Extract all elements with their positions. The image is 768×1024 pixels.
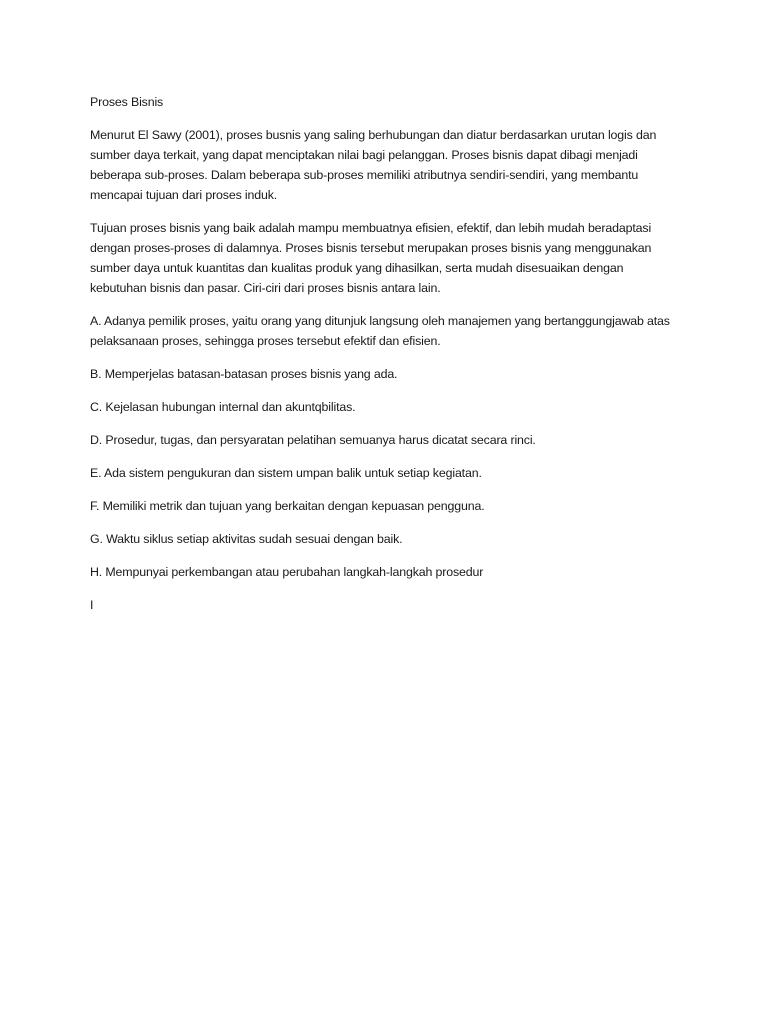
document-body — [90, 92, 680, 615]
paragraph-tujuan: Tujuan proses bisnis yang baik adalah mampu membuatnya efisien, efektif, dan lebih mudah beradaptasi dengan proses-proses di dalamnya. Proses bisnis tersebut merupakan proses bisnis yang menggunakan sumber daya untuk kuantitas dan kualitas produk yang dihasilkan, serta mudah disesuaikan dengan kebutuhan bisnis dan pasar. Ciri-ciri dari proses bisnis antara lain. — [90, 221, 652, 295]
list-item-f: F. Memiliki metrik dan tujuan yang berkaitan dengan kepuasan pengguna. — [90, 499, 485, 513]
list-item-e: E. Ada sistem pengukuran dan sistem umpan balik untuk setiap kegiatan. — [90, 466, 482, 480]
document-title: Proses Bisnis — [90, 95, 164, 109]
list-item-c: C. Kejelasan hubungan internal dan akuntqbilitas. — [90, 400, 356, 414]
list-item-a: A. Adanya pemilik proses, yaitu orang yang ditunjuk langsung oleh manajemen yang bertanggungjawab atas pelaksanaan proses, sehingga proses tersebut efektif dan efisien. — [90, 314, 670, 348]
trailing-text: I — [90, 598, 94, 612]
paragraph-el-sawy: Menurut El Sawy (2001), proses busnis yang saling berhubungan dan diatur berdasarkan urutan logis dan sumber daya terkait, yang dapat menciptakan nilai bagi pelanggan. Proses bisnis dapat dibagi menjadi beberapa sub-proses. Dalam beberapa sub-proses memiliki atributnya sendiri-sendiri, yang membantu mencapai tujuan dari proses induk. — [90, 128, 657, 202]
list-item-g: G. Waktu siklus setiap aktivitas sudah sesuai dengan baik. — [90, 532, 403, 546]
list-item-b: B. Memperjelas batasan-batasan proses bisnis yang ada. — [90, 367, 398, 381]
list-item-h: H. Mempunyai perkembangan atau perubahan langkah-langkah prosedur — [90, 565, 484, 579]
list-item-d: D. Prosedur, tugas, dan persyaratan pelatihan semuanya harus dicatat secara rinci. — [90, 433, 536, 447]
